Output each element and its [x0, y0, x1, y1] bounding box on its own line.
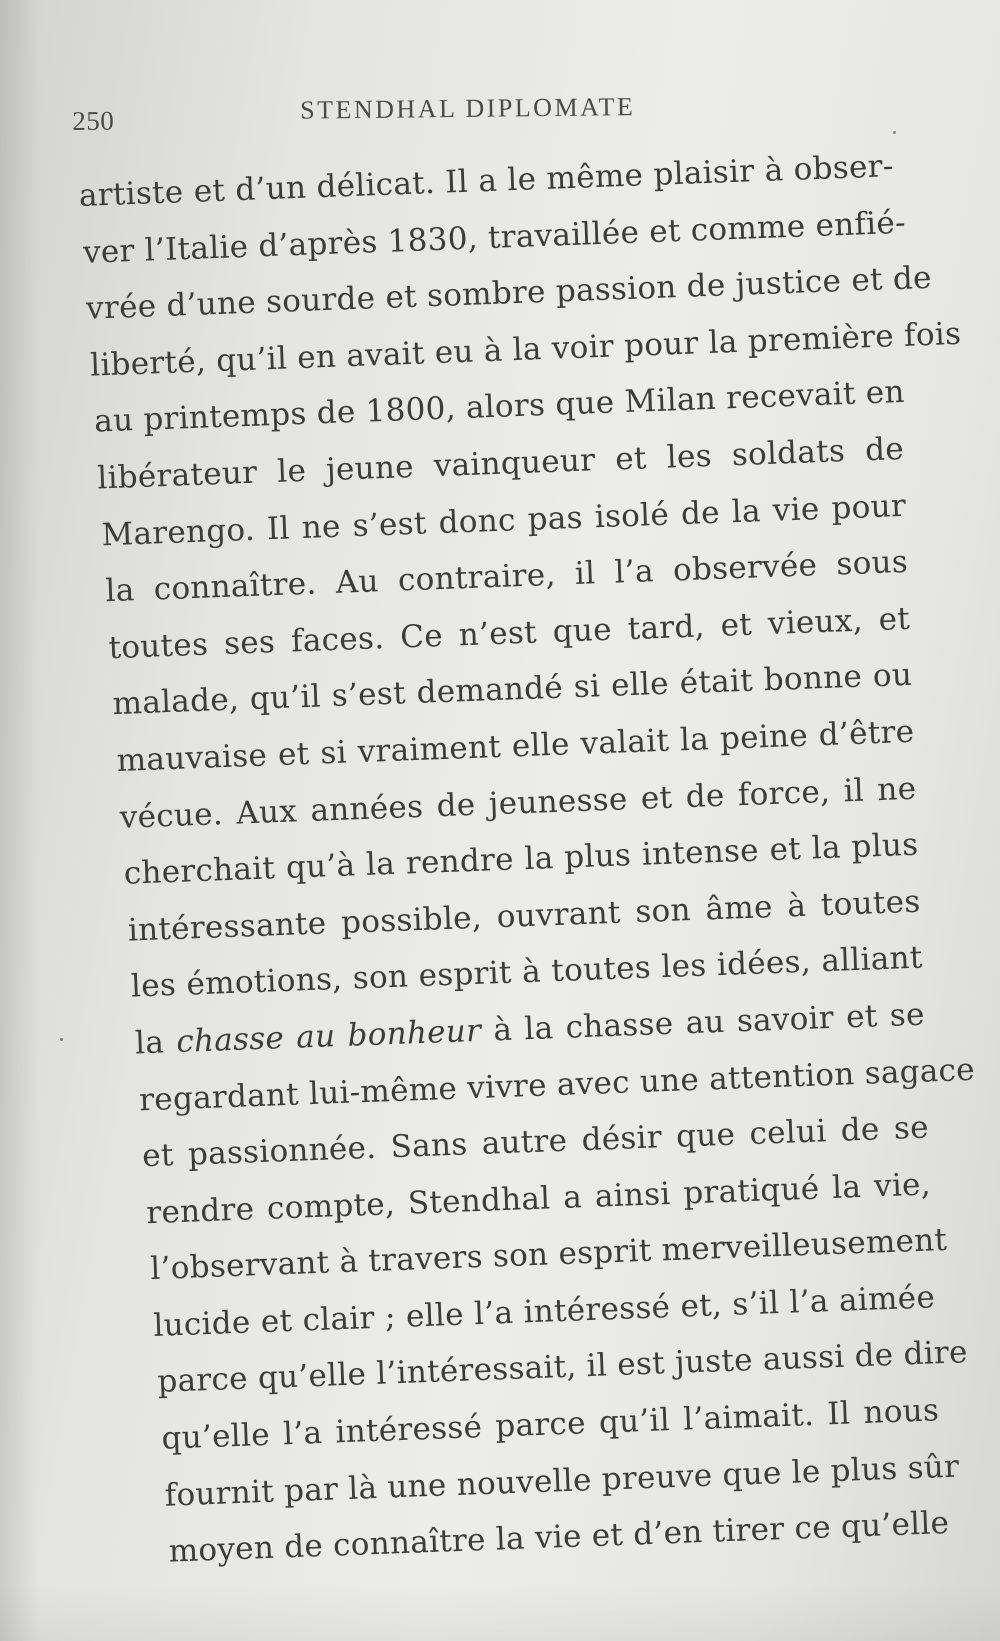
- text-line: les émotions, son esprit à toutes les idées, alliant: [130, 939, 924, 1005]
- text-line: lucide et clair ; elle l’a intéressé et, s’il l’a aimée: [152, 1279, 936, 1344]
- page-header: [72, 86, 692, 136]
- text-line: l’observant à travers son esprit merveilleusement: [149, 1222, 948, 1288]
- text-line: toutes ses faces. Ce n’est que tard, et vieux, et: [107, 600, 911, 666]
- text-line: ver l’Italie d’après 1830, travaillée et comme enfié-: [82, 204, 907, 271]
- text-line: artiste et d’un délicat. Il a le même plaisir à obser-: [78, 148, 895, 214]
- text-line: libérateur le jeune vainqueur et les soldats de: [96, 430, 905, 497]
- text-line: rendre compte, Stendhal a ainsi pratiqué la vie,: [145, 1166, 932, 1231]
- body-text: [78, 138, 976, 1582]
- text-line: cherchait qu’à la rendre la plus intense et la plus: [123, 826, 920, 892]
- text-line: parce qu’elle l’intéressait, il est juste aussi de dire: [156, 1334, 969, 1401]
- paper-speck: [60, 1038, 63, 1041]
- text-line: qu’elle l’a intéressé parce qu’il l’aimait. Il nous: [160, 1392, 940, 1457]
- text-line: mauvaise et si vraiment elle valait la peine d’être: [116, 713, 915, 779]
- text-line: malade, qu’il s’est demandé si elle était bonne ou: [112, 657, 913, 723]
- page-number: 250: [72, 105, 115, 136]
- text-line: liberté, qu’il en avait eu à la voir pour la première fois: [89, 315, 962, 384]
- text-line: fournit par là une nouvelle preuve que le plus sûr: [164, 1448, 960, 1514]
- text-line: regardant lui-même vivre avec une attention sagace: [138, 1051, 976, 1118]
- text-line: vrée d’une sourde et sombre passion de justice et de: [85, 259, 933, 327]
- paper-speck: [893, 131, 896, 134]
- text-line: et passionnée. Sans autre désir que celui de se: [141, 1109, 930, 1175]
- text-line: la connaître. Au contraire, il l’a observée sous: [104, 544, 909, 610]
- text-segment: à la chasse au savoir et se: [480, 996, 926, 1049]
- text-line: au printemps de 1800, alors que Milan recevait en: [93, 374, 906, 440]
- text-line: intéressante possible, ouvrant son âme à toutes: [127, 883, 922, 949]
- page-gutter-shadow: [0, 0, 40, 1641]
- text-line: Marengo. Il ne s’est donc pas isolé de la vie pour: [100, 487, 907, 553]
- text-line: vécue. Aux années de jeunesse et de force, il ne: [119, 770, 917, 836]
- page-bottom-shadow: [0, 1581, 1000, 1641]
- text-segment: la: [134, 1023, 178, 1062]
- running-title: STENDHAL DIPLOMATE: [300, 92, 636, 125]
- italic-phrase: chasse au bonheur: [175, 1012, 482, 1060]
- text-line: moyen de connaître la vie et d’en tirer ce qu’elle: [168, 1505, 950, 1570]
